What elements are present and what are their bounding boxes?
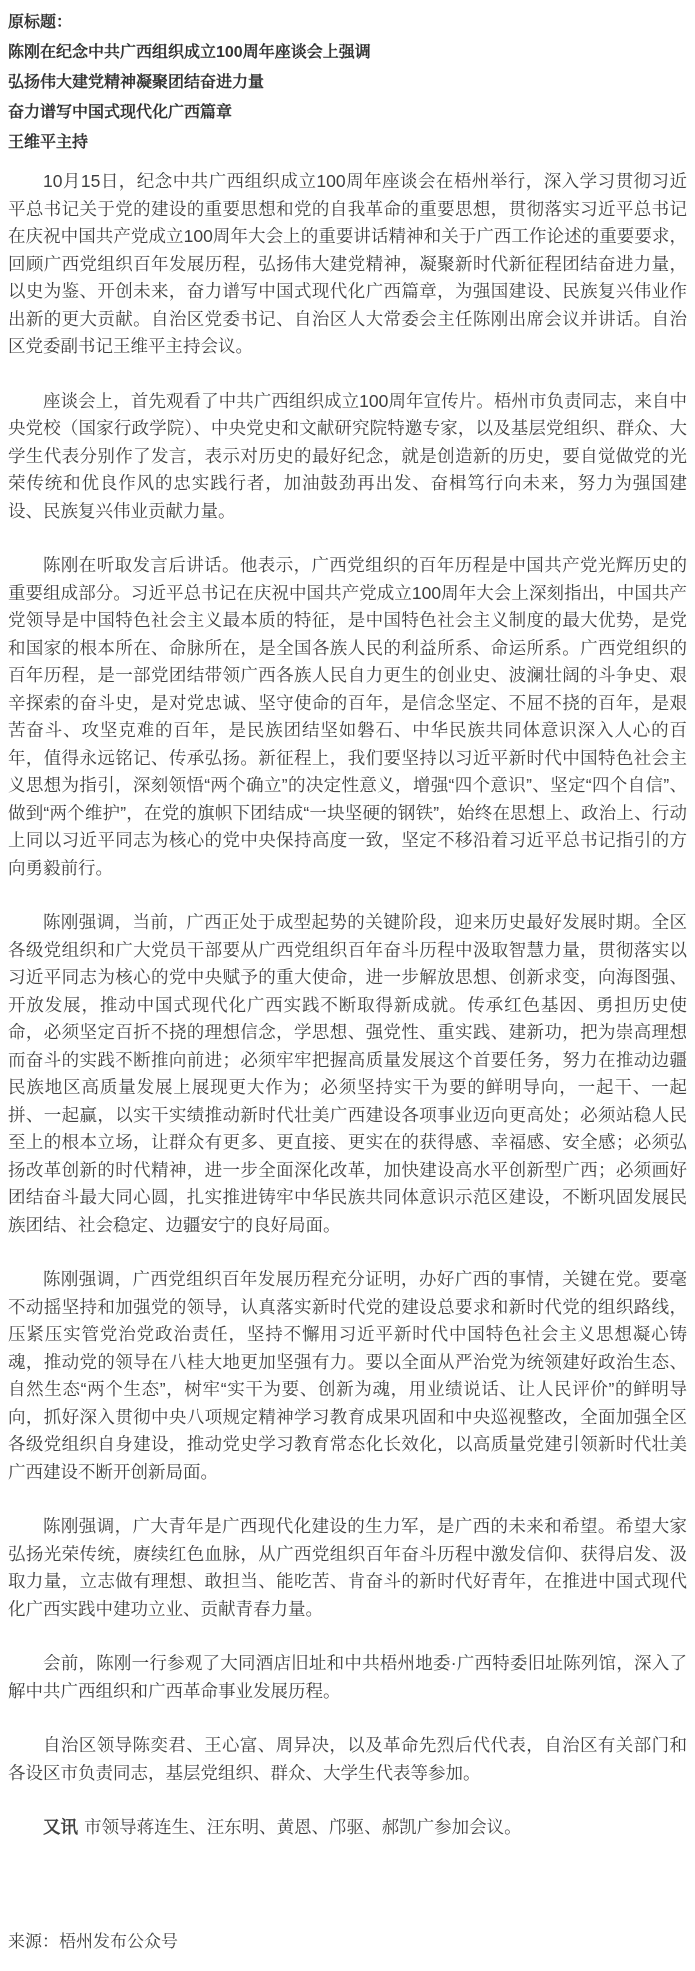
title-line-2: 弘扬伟大建党精神凝聚团结奋进力量 [8, 74, 265, 91]
source-line: 来源：梧州发布公众号 [8, 1931, 178, 1951]
original-title-block [8, 8, 687, 158]
article-paragraph: 座谈会上，首先观看了中共广西组织成立100周年宣传片。梧州市负责同志，来自中央党校（国家行政学院）、中央党史和文献研究院特邀专家，以及基层党组织、群众、大学生代表分别作了发言，表示对历史的最好纪念，就是创造新的历史，要自觉做党的光荣传统和优良作风的忠实践行者，加油鼓劲再出发、奋楫笃行向未来，努力为强国建设、民族复兴伟业贡献力量。 [8, 390, 687, 521]
title-line-3: 奋力谱写中国式现代化广西篇章 [8, 104, 233, 121]
article-paragraph: 会前，陈刚一行参观了大同酒店旧址和中共梧州地委·广西特委旧址陈列馆，深入了解中共广西组织和广西革命事业发展历程。 [8, 1653, 687, 1701]
article-paragraph: 自治区领导陈奕君、王心富、周异决，以及革命先烈后代代表，自治区有关部门和各设区市负责同志，基层党组织、群众、大学生代表等参加。 [8, 1735, 687, 1783]
article-paragraph: 陈刚强调，当前，广西正处于成型起势的关键阶段，迎来历史最好发展时期。全区各级党组织和广大党员干部要从广西党组织百年奋斗历程中汲取智慧力量，贯彻落实以习近平同志为核心的党中央赋予的重大使命，进一步解放思想、创新求变，向海图强、开放发展，推动中国式现代化广西实践不断取得新成就。传承红色基因、勇担历史使命，必须坚定百折不挠的理想信念，学思想、强党性、重实践、建新功，把为崇高理想而奋斗的实践不断推向前进；必须牢牢把握高质量发展这个首要任务，努力在推动边疆民族地区高质量发展上展现更大作为；必须坚持实干为要的鲜明导向，一起干、一起拼、一起赢，以实干实绩推动新时代壮美广西建设各项事业迈向更高处；必须站稳人民至上的根本立场，让群众有更多、更直接、更实在的获得感、幸福感、安全感；必须弘扬改革创新的时代精神，进一步全面深化改革，加快建设高水平创新型广西；必须画好团结奋斗最大同心圆，扎实推进铸牢中华民族共同体意识示范区建设，不断巩固发展民族团结、社会稳定、边疆安宁的良好局面。 [8, 912, 687, 1235]
title-line-4: 王维平主持 [8, 134, 89, 151]
article-paragraph: 陈刚强调，广西党组织百年发展历程充分证明，办好广西的事情，关键在党。要毫不动摇坚持和加强党的领导，认真落实新时代党的建设总要求和新时代党的组织路线，压紧压实管党治党政治责任，坚持不懈用习近平新时代中国特色社会主义思想凝心铸魂，推动党的领导在八桂大地更加坚强有力。要以全面从严治党为统领建好政治生态、自然生态“两个生态”，树牢“实干为要、创新为魂，用业绩说话、让人民评价”的鲜明导向，抓好深入贯彻中央八项规定精神学习教育成果巩固和中央巡视整改，全面加强全区各级党组织自身建设，推动党史学习教育常态化长效化，以高质量党建引领新时代壮美广西建设不断开创新局面。 [8, 1269, 687, 1482]
article-paragraph: 10月15日，纪念中共广西组织成立100周年座谈会在梧州举行，深入学习贯彻习近平总书记关于党的建设的重要思想和党的自我革命的重要思想，贯彻落实习近平总书记在庆祝中国共产党成立100周年大会上的重要讲话精神和关于广西工作论述的重要要求，回顾广西党组织百年发展历程，弘扬伟大建党精神，凝聚新时代新征程团结奋进力量，以史为鉴、开创未来，奋力谱写中国式现代化广西篇章，为强国建设、民族复兴伟业作出新的更大贡献。自治区党委书记、自治区人大常委会主任陈刚出席会议并讲话。自治区党委副书记王维平主持会议。 [8, 171, 687, 356]
article-paragraph: 陈刚强调，广大青年是广西现代化建设的生力军，是广西的未来和希望。希望大家弘扬光荣传统，赓续红色血脉，从广西党组织百年奋斗历程中激发信仰、获得启发、汲取力量，立志做有理想、敢担当、能吃苦、肯奋斗的新时代好青年，在推进中国式现代化广西实践中建功立业、贡献青春力量。 [8, 1516, 687, 1619]
article-paragraph: 陈刚在听取发言后讲话。他表示，广西党组织的百年历程是中国共产党光辉历史的重要组成部分。习近平总书记在庆祝中国共产党成立100周年大会上深刻指出，中国共产党领导是中国特色社会主义最本质的特征，是中国特色社会主义制度的最大优势，是党和国家的根本所在、命脉所在，是全国各族人民的利益所系、命运所系。广西党组织的百年历程，是一部党团结带领广西各族人民自力更生的创业史、波澜壮阔的斗争史、艰辛探索的奋斗史，是对党忠诚、坚守使命的百年，是信念坚定、不屈不挠的百年，是艰苦奋斗、攻坚克难的百年，是民族团结坚如磐石、中华民族共同体意识深入人心的百年，值得永远铭记、传承弘扬。新征程上，我们要坚持以习近平新时代中国特色社会主义思想为指引，深刻领悟“两个确立”的决定性意义，增强“四个意识”、坚定“四个自信”、做到“两个维护”，在党的旗帜下团结成“一块坚硬的钢铁”，始终在思想上、政治上、行动上同以习近平同志为核心的党中央保持高度一致，坚定不移沿着习近平总书记指引的方向勇毅前行。 [8, 555, 687, 878]
title-line-1: 陈刚在纪念中共广西组织成立100周年座谈会上强调 [8, 44, 371, 61]
bulletin-paragraph [8, 1814, 687, 1842]
bulletin-text: 市领导蒋连生、汪东明、黄恩、邝驱、郝凯广参加会议。 [84, 1817, 522, 1837]
original-title-label: 原标题： [8, 14, 73, 31]
article-body [8, 168, 687, 1842]
bulletin-label: 又讯 [43, 1817, 78, 1837]
